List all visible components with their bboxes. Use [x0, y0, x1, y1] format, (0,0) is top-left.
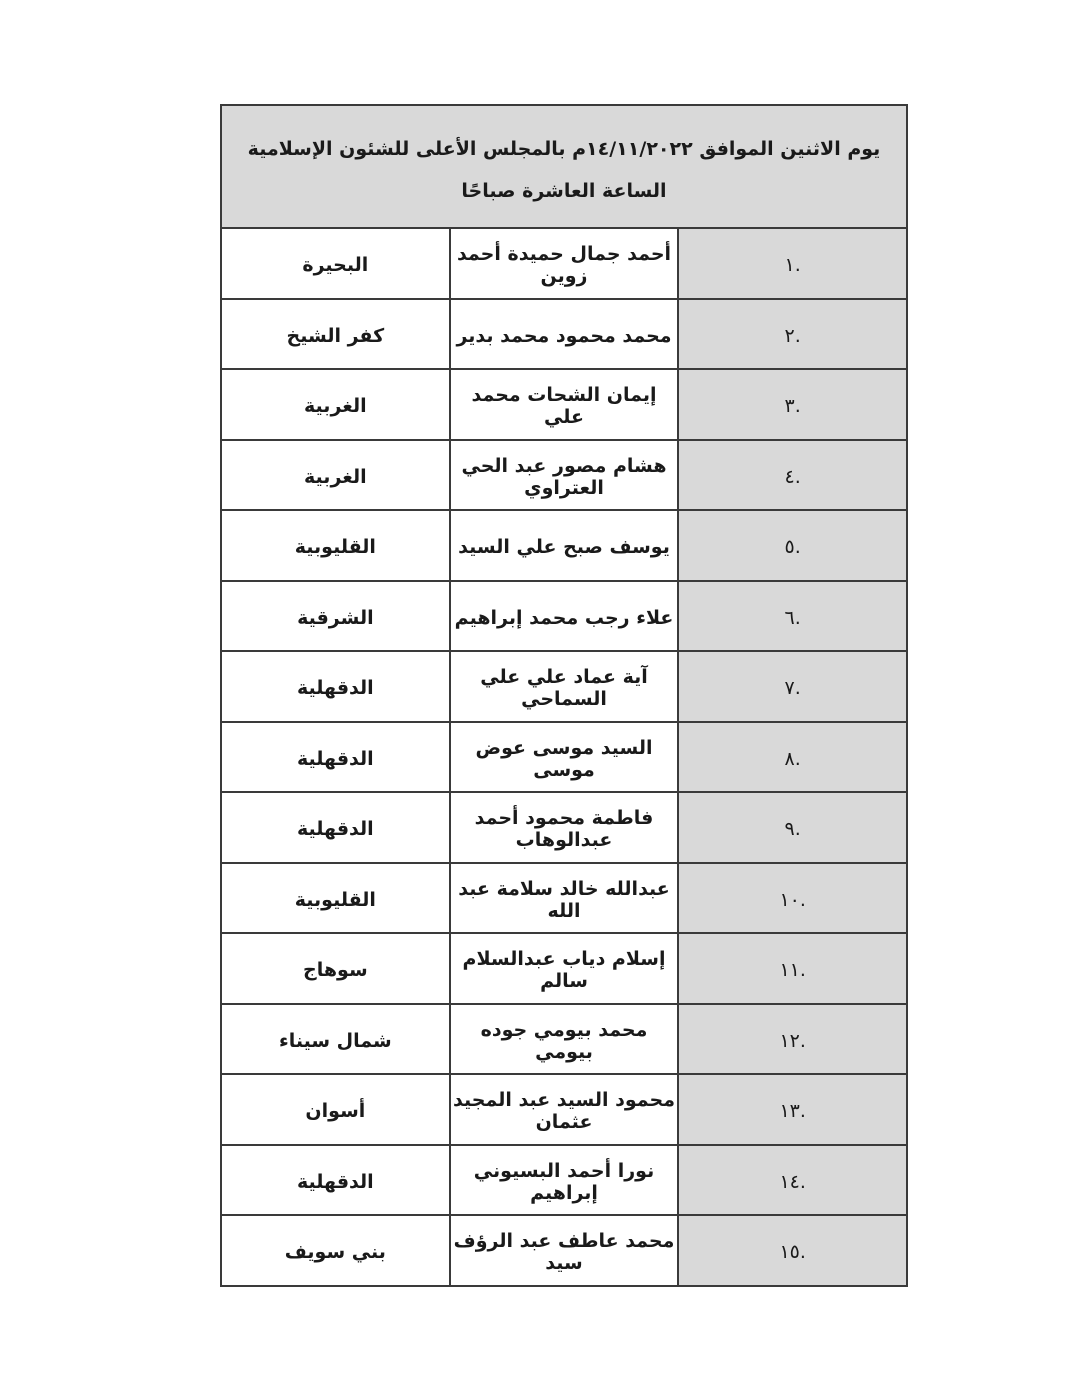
row-number: .٢ [678, 299, 907, 370]
row-number: .٤ [678, 440, 907, 511]
row-number: .٣ [678, 369, 907, 440]
governorate: الدقهلية [221, 651, 450, 722]
person-name: فاطمة محمود أحمد عبدالوهاب [450, 792, 679, 863]
person-name: إسلام دياب عبدالسلام سالم [450, 933, 679, 1004]
person-name: محمد عاطف عبد الرؤف سيد [450, 1215, 679, 1286]
governorate: الدقهلية [221, 792, 450, 863]
governorate: القليوبية [221, 510, 450, 581]
person-name: عبدالله خالد سلامة عبد الله [450, 863, 679, 934]
person-name: أحمد جمال حميدة أحمد زوين [450, 228, 679, 299]
table-row [221, 1145, 907, 1216]
person-name: نورا أحمد البسيوني إبراهيم [450, 1145, 679, 1216]
person-name: علاء رجب محمد إبراهيم [450, 581, 679, 652]
table-row [221, 440, 907, 511]
governorate: الدقهلية [221, 722, 450, 793]
governorate: الغربية [221, 440, 450, 511]
row-number: .٧ [678, 651, 907, 722]
row-number: .١ [678, 228, 907, 299]
row-number: .١٣ [678, 1074, 907, 1145]
person-name: محمد محمود محمد بدير [450, 299, 679, 370]
person-name: يوسف صبح علي السيد [450, 510, 679, 581]
table-row [221, 1215, 907, 1286]
table-body [221, 228, 907, 1286]
row-number: .١٥ [678, 1215, 907, 1286]
table-row [221, 228, 907, 299]
person-name: هشام مصور عبد الحي العتراوي [450, 440, 679, 511]
row-number: .٥ [678, 510, 907, 581]
table-row [221, 369, 907, 440]
header-row [221, 105, 907, 228]
table-row [221, 792, 907, 863]
governorate: الدقهلية [221, 1145, 450, 1216]
row-number: .٩ [678, 792, 907, 863]
person-name: محمد بيومي جوده بيومي [450, 1004, 679, 1075]
candidates-table [220, 104, 908, 1287]
row-number: .٨ [678, 722, 907, 793]
row-number: .١١ [678, 933, 907, 1004]
governorate: بني سويف [221, 1215, 450, 1286]
governorate: الشرقية [221, 581, 450, 652]
table-row [221, 581, 907, 652]
row-number: .١٠ [678, 863, 907, 934]
person-name: السيد موسى عوض موسى [450, 722, 679, 793]
governorate: سوهاج [221, 933, 450, 1004]
governorate: شمال سيناء [221, 1004, 450, 1075]
governorate: الغربية [221, 369, 450, 440]
row-number: .١٢ [678, 1004, 907, 1075]
person-name: إيمان الشحات محمد علي [450, 369, 679, 440]
row-number: .٦ [678, 581, 907, 652]
governorate: البحيرة [221, 228, 450, 299]
table-header: يوم الاثنين الموافق ١٤/١١/٢٠٢٢م بالمجلس الأعلى للشئون الإسلامية الساعة العاشرة صباحًا [221, 105, 907, 228]
table-row [221, 299, 907, 370]
person-name: آية عماد علي علي السماحي [450, 651, 679, 722]
person-name: محمود السيد عبد المجيد عثمان [450, 1074, 679, 1145]
table-row [221, 933, 907, 1004]
table-row [221, 722, 907, 793]
governorate: أسوان [221, 1074, 450, 1145]
table-row [221, 651, 907, 722]
governorate: القليوبية [221, 863, 450, 934]
row-number: .١٤ [678, 1145, 907, 1216]
table-row [221, 863, 907, 934]
governorate: كفر الشيخ [221, 299, 450, 370]
table-row [221, 1074, 907, 1145]
table-row [221, 1004, 907, 1075]
table-row [221, 510, 907, 581]
